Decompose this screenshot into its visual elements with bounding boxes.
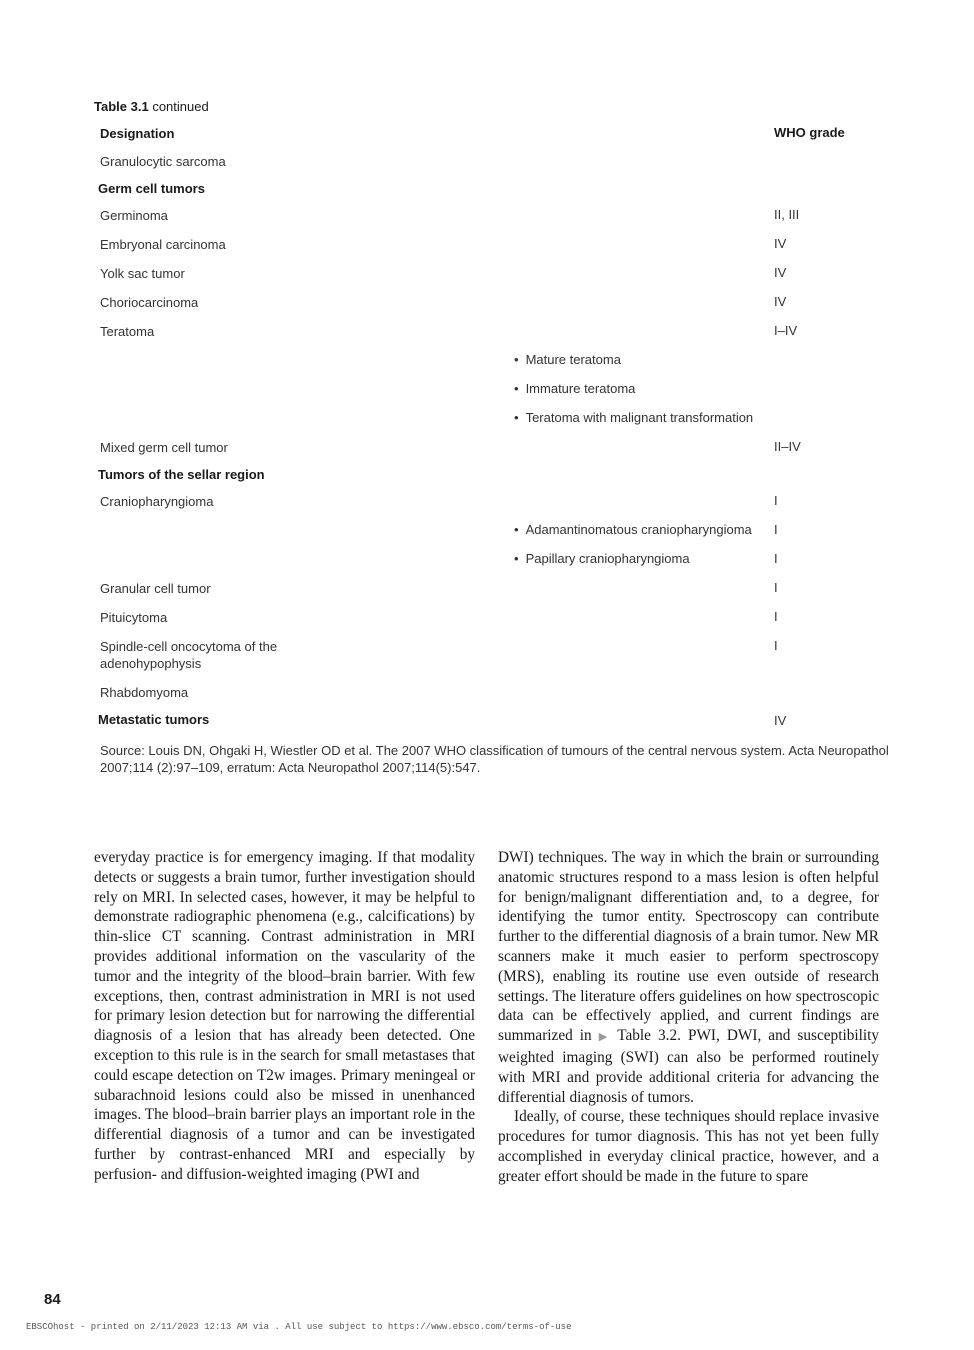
table-source-note: Source: Louis DN, Ohgaki H, Wiestler OD et al. The 2007 WHO classification of tumours of the central nervous system. Acta Neuropathol 2007;114 (2):97–109, erratum: Acta Neuropathol 2007;114(5):547. — [100, 743, 889, 775]
group-heading: Germ cell tumors — [98, 181, 205, 196]
row-grade: II, III — [774, 207, 800, 222]
body-paragraph — [498, 848, 879, 1107]
row-grade: I — [774, 638, 778, 653]
page-number: 84 — [44, 1291, 61, 1308]
row-designation: Spindle-cell oncocytoma of the adenohypophysis — [100, 639, 278, 671]
row-grade: II–IV — [774, 439, 801, 454]
row-designation: Granulocytic sarcoma — [100, 154, 226, 169]
table-number: Table 3.1 — [94, 99, 149, 114]
header-who-grade: WHO grade — [774, 125, 845, 140]
who-classification-table — [94, 120, 884, 728]
table-caption — [94, 99, 209, 114]
row-designation: Granular cell tumor — [100, 581, 211, 596]
row-designation: Embryonal carcinoma — [100, 237, 226, 252]
row-grade: I — [774, 551, 778, 566]
row-designation: Choriocarcinoma — [100, 295, 199, 310]
body-paragraph: Ideally, of course, these techniques should replace invasive procedures for tumor diagnosis. This has not yet been fully accomplished in everyday clinical practice, however, and a greater effort should be made in the future to spare — [498, 1108, 879, 1185]
body-column-right — [498, 848, 879, 1187]
row-subtype: • Papillary craniopharyngioma — [514, 551, 690, 566]
table-caption-text: continued — [152, 99, 209, 114]
row-designation: Teratoma — [100, 324, 155, 339]
footer-note: EBSCOhost - printed on 2/11/2023 12:13 AM via . All use subject to https://www.ebsco.com/terms-of-use — [26, 1322, 572, 1332]
table-header-row — [94, 125, 884, 149]
row-designation: Pituicytoma — [100, 610, 168, 625]
group-heading: Tumors of the sellar region — [98, 467, 265, 482]
reference-arrow-icon: ▶ — [598, 1031, 611, 1044]
row-grade: IV — [774, 236, 787, 251]
row-designation: Craniopharyngioma — [100, 494, 214, 509]
row-grade: I — [774, 580, 778, 595]
row-grade: I — [774, 493, 778, 508]
body-text: . PWI, DWI, and susceptibility weighted imaging (SWI) can also be performed routinely with MRI and provide additional criteria for advancing the differential diagnosis of tumors. — [498, 1027, 880, 1106]
row-subtype: • Mature teratoma — [514, 352, 621, 367]
row-grade: IV — [774, 294, 787, 309]
row-grade: IV — [774, 713, 787, 728]
row-grade: I — [774, 522, 778, 537]
body-paragraph: everyday practice is for emergency imaging. If that modality detects or suggests a brain tumor, further investigation should rely on MRI. In selected cases, however, it may be helpful to demonstrate radiographic phenomena (e.g., calcifications) by thin-slice CT scanning. Contrast administration in MRI provides additional information on the vascularity of the tumor and the integrity of the blood–brain barrier. With few exceptions, then, contrast administration in MRI is not used for primary lesion detection but for narrowing the differential diagnosis of a lesion that has already been detected. One exception to this rule is in the search for small metastases that could escape detection on T2w images. Primary meningeal or subarachnoid lesions could also be missed in unenhanced images. The blood–brain barrier plays an important role in the differential diagnosis of a tumor and can be investigated further by contrast-enhanced MRI and especially by perfusion- and diffusion-weighted imaging (PWI and — [94, 849, 475, 1183]
row-subtype: • Adamantinomatous craniopharyngioma — [514, 522, 752, 537]
header-designation: Designation — [100, 126, 175, 141]
row-designation: Rhabdomyoma — [100, 685, 189, 700]
body-column-left — [94, 848, 475, 1185]
row-designation: Mixed germ cell tumor — [100, 440, 228, 455]
row-subtype: • Immature teratoma — [514, 381, 635, 396]
row-subtype: • Teratoma with malignant transformation — [514, 410, 753, 425]
row-grade: I — [774, 609, 778, 624]
row-designation: Germinoma — [100, 208, 168, 223]
group-heading: Metastatic tumors — [98, 712, 210, 727]
table-reference-link[interactable]: Table 3.2 — [617, 1027, 678, 1045]
row-grade: IV — [774, 265, 787, 280]
body-text: DWI) techniques. The way in which the brain or surrounding anatomic structures respond to a mass lesion is often helpful for benign/malignant differentiation and, to a degree, for identifying the tumor entity. Spectroscopy can contribute further to the differential diagnosis of a brain tumor. New MR scanners make it much easier to perform spectroscopy (MRS), enabling its routine use even outside of research settings. The literature offers guidelines on how spectroscopic data can be effectively applied, and current findings are summarized in — [498, 849, 879, 1045]
row-designation: Yolk sac tumor — [100, 266, 185, 281]
row-grade: I–IV — [774, 323, 798, 338]
